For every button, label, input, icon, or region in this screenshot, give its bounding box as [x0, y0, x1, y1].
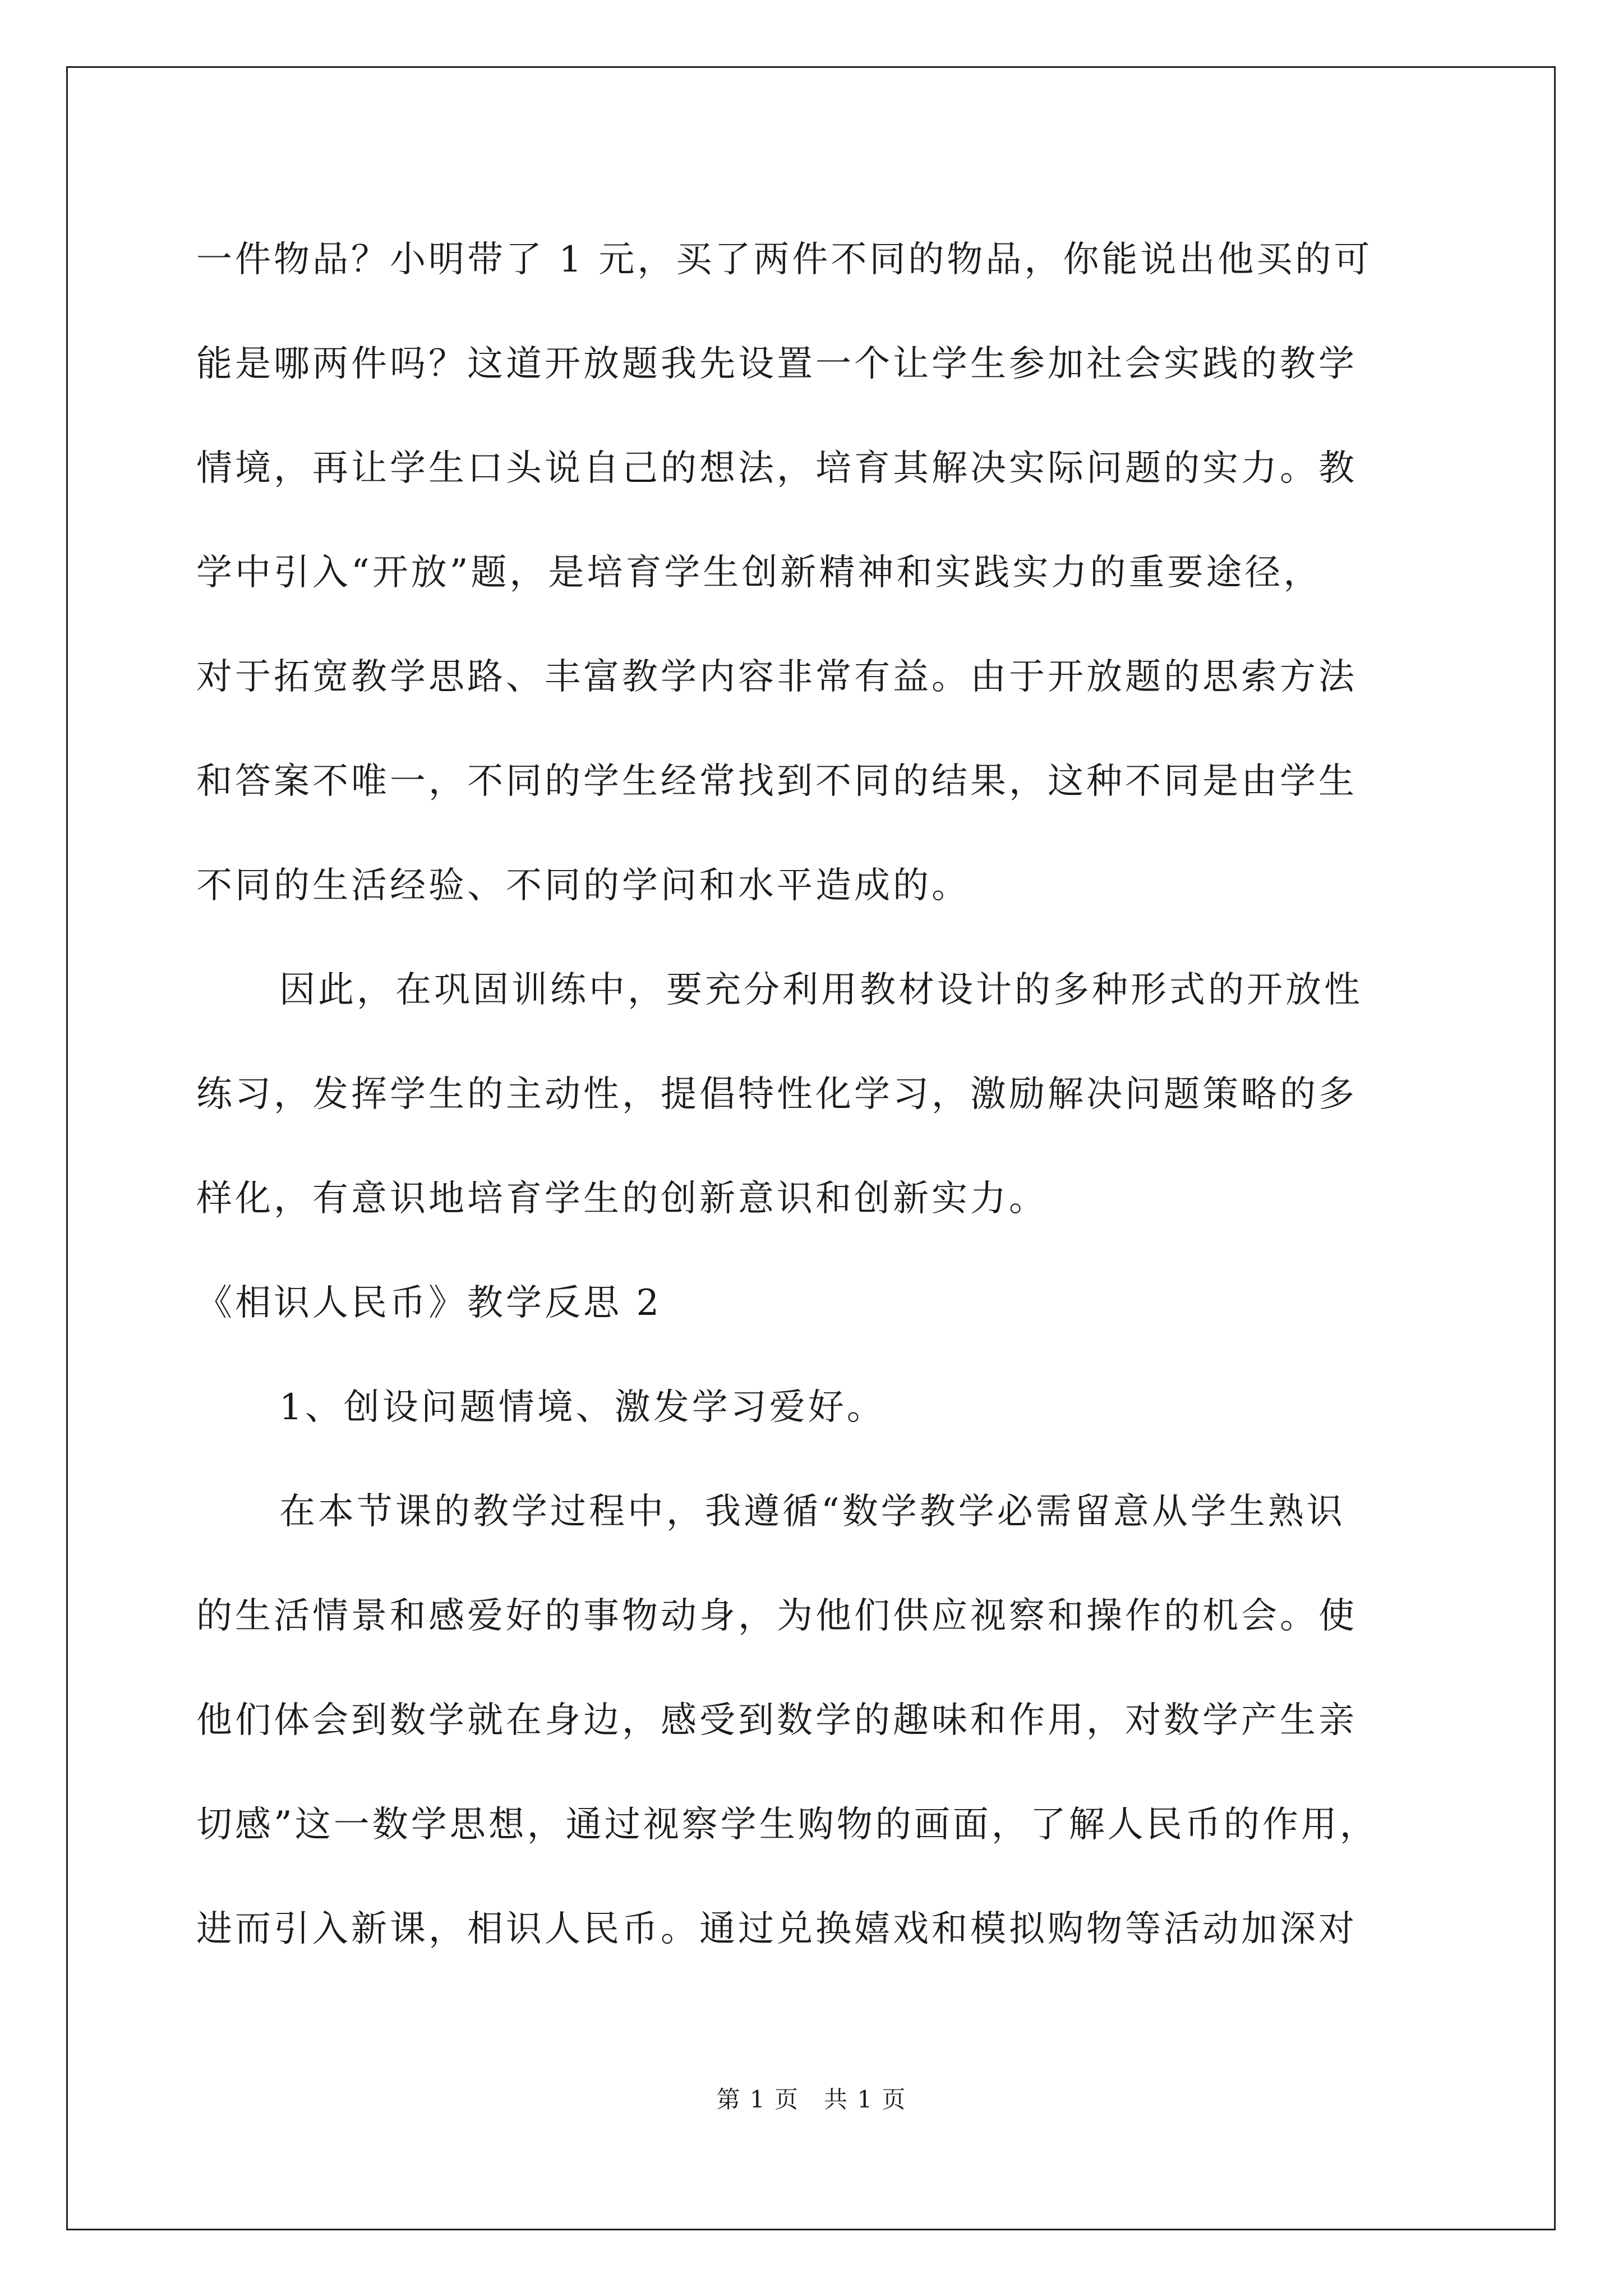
body-line-2: 能是哪两件吗？这道开放题我先设置一个让学生参加社会实践的教学 [196, 343, 1357, 385]
document-body [196, 208, 1441, 1981]
body-line-3: 情境，再让学生口头说自己的想法，培育其解决实际问题的实力。教 [196, 448, 1357, 489]
section-heading: 《相识人民币》教学反思 2 [196, 1282, 662, 1324]
body-line-1: 一件物品？小明带了 1 元，买了两件不同的物品，你能说出他买的可 [196, 239, 1373, 280]
body-line-9: 练习，发挥学生的主动性，提倡特性化学习，激励解决问题策略的多 [196, 1074, 1357, 1115]
body-line-13: 在本节课的教学过程中，我遵循“数学教学必需留意从学生熟识 [279, 1491, 1345, 1533]
body-line-8: 因此，在巩固训练中，要充分利用教材设计的多种形式的开放性 [279, 969, 1363, 1011]
body-line-4: 学中引入“开放”题，是培育学生创新精神和实践实力的重要途径， [196, 552, 1322, 593]
body-line-10: 样化，有意识地培育学生的创新意识和创新实力。 [196, 1178, 1048, 1220]
page-number: 第 1 页 共 1 页 [716, 2086, 907, 2113]
list-item-heading: 1、创设问题情境、激发学习爱好。 [279, 1387, 886, 1428]
body-line-14: 的生活情景和感爱好的事物动身，为他们供应视察和操作的机会。使 [196, 1595, 1357, 1637]
body-line-15: 他们体会到数学就在身边，感受到数学的趣味和作用，对数学产生亲 [196, 1700, 1357, 1741]
body-line-7: 不同的生活经验、不同的学问和水平造成的。 [196, 865, 970, 907]
body-line-16: 切感”这一数学思想，通过视察学生购物的画面，了解人民币的作用， [196, 1804, 1378, 1846]
body-line-5: 对于拓宽教学思路、丰富教学内容非常有益。由于开放题的思索方法 [196, 656, 1357, 698]
body-line-6: 和答案不唯一，不同的学生经常找到不同的结果，这种不同是由学生 [196, 761, 1357, 802]
body-line-17: 进而引入新课，相识人民币。通过兑换嬉戏和模拟购物等活动加深对 [196, 1908, 1357, 1950]
